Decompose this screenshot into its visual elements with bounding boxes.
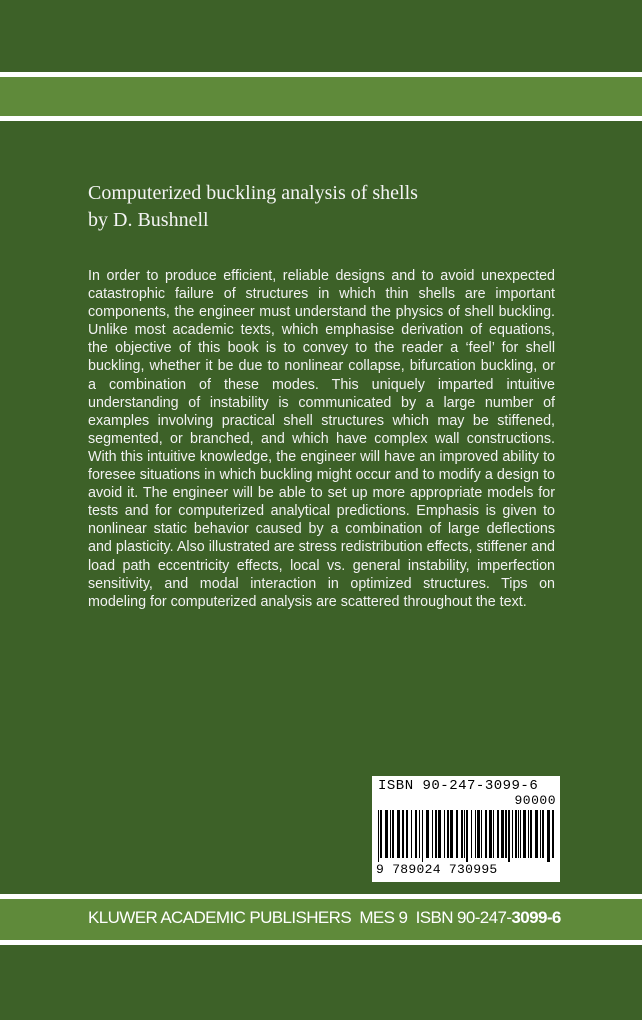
barcode-isbn-label: ISBN 90-247-3099-6	[378, 778, 539, 794]
barcode-bar	[426, 810, 429, 858]
isbn-barcode	[372, 776, 560, 882]
barcode-bar	[520, 810, 521, 858]
barcode-bar	[415, 810, 417, 858]
book-title	[88, 180, 568, 234]
barcode-bar	[447, 810, 449, 858]
book-title-line: Computerized buckling analysis of shells	[88, 182, 418, 204]
barcode-bar	[542, 810, 544, 858]
barcode-bar	[390, 810, 391, 858]
barcode-bar	[530, 810, 532, 858]
barcode-bar	[380, 810, 382, 858]
top-accent-band	[0, 77, 642, 116]
barcode-bar	[477, 810, 480, 858]
barcode-bar	[406, 810, 408, 858]
series-code: MES 9	[359, 908, 408, 927]
barcode-bar	[497, 810, 499, 858]
barcode-price-code: 90000	[514, 793, 556, 808]
barcode-bar	[485, 810, 487, 858]
barcode-bar	[392, 810, 394, 858]
barcode-bar	[397, 810, 400, 858]
barcode-bar	[475, 810, 476, 858]
barcode-bar	[435, 810, 437, 858]
barcode-bar	[378, 810, 379, 862]
bottom-rule-lower	[0, 940, 642, 945]
barcode-bar	[523, 810, 526, 858]
barcode-bar	[450, 810, 453, 858]
barcode-bar	[385, 810, 388, 858]
top-rule-lower	[0, 116, 642, 121]
barcode-bar	[528, 810, 529, 858]
barcode-bar	[508, 810, 510, 862]
barcode-bar	[422, 810, 423, 862]
barcode-bar	[456, 810, 458, 858]
publisher-footer	[88, 908, 568, 928]
barcode-bar	[464, 810, 465, 858]
footer-isbn-prefix: ISBN 90-247-	[415, 908, 512, 927]
barcode-bar	[461, 810, 463, 858]
barcode-bar	[419, 810, 420, 858]
barcode-bar	[552, 810, 554, 858]
barcode-bar	[402, 810, 404, 858]
barcode-bar	[518, 810, 519, 858]
book-author-line: by D. Bushnell	[88, 209, 209, 231]
barcode-bar	[481, 810, 482, 858]
barcode-bar	[438, 810, 441, 858]
barcode-bar	[444, 810, 445, 858]
barcode-bar	[432, 810, 433, 858]
barcode-bar	[540, 810, 541, 858]
barcode-bar	[512, 810, 513, 858]
barcode-bar	[471, 810, 472, 858]
barcode-bar	[547, 810, 550, 862]
barcode-bar	[505, 810, 507, 858]
barcode-bar	[411, 810, 412, 858]
barcode-bar	[535, 810, 538, 858]
barcode-ean-digits: 9 789024 730995	[376, 862, 498, 877]
barcode-bar	[501, 810, 504, 858]
footer-isbn-suffix: 3099-6	[511, 908, 561, 927]
barcode-bar	[489, 810, 492, 858]
barcode-bar	[466, 810, 468, 862]
publisher-name: KLUWER ACADEMIC PUBLISHERS	[88, 908, 352, 927]
barcode-bar	[515, 810, 517, 858]
barcode-bar	[493, 810, 494, 858]
book-description: In order to produce efficient, reliable designs and to avoid unexpected catastrophic failure of structures in which thin shells are important components, the engineer must understand the physics of shell buckling. Unlike most academic texts, which emphasise derivation of equations, the objective of this book is to convey to the reader a ‘feel’ for shell buckling, whether it be due to nonlinear collapse, bifurcation buckling, or a combination of these modes. This uniquely imparted intuitive understanding of instability is communicated by a large number of examples involving practical shell structures which may be stiffened, segmented, or branched, and which have complex wall constructions. With this intuitive knowledge, the engineer will have an improved ability to foresee situations in which buckling might occur and to modify a design to avoid it. The engineer will be able to set up more appropriate models for tests and for computerized analytical predictions. Emphasis is given to nonlinear static behavior caused by a combination of large deflections and plasticity. Also illustrated are stress redistribution effects, stiffener and load path eccentricity effects, local vs. general instability, imperfection sensitivity, and modal interaction in optimized structures. Tips on modeling for computerized analysis are scattered throughout the text.	[88, 268, 555, 610]
